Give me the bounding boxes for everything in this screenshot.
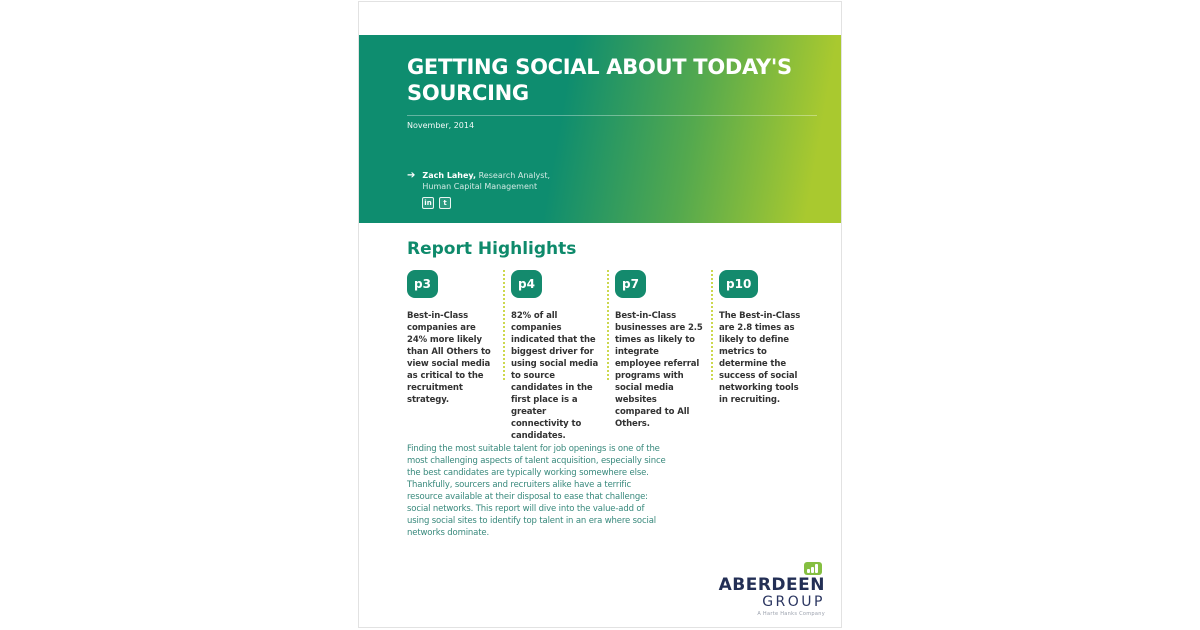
highlight-item [719, 270, 809, 442]
dotted-separator [601, 270, 615, 442]
title-divider [407, 115, 817, 116]
arrow-icon: ➔ [407, 170, 416, 181]
highlight-item [407, 270, 497, 442]
logo-name-top: ABERDEEN [718, 575, 825, 595]
highlight-text: The Best-in-Class are 2.8 times as likely to define metrics to determine the success of social networking tools in recruiting. [719, 311, 801, 405]
logo-name-bottom: GROUP [762, 594, 825, 610]
author-department: Human Capital Management [422, 182, 538, 191]
page-ref-badge: p3 [407, 270, 438, 298]
bar-chart-icon [804, 562, 822, 575]
header-band [359, 35, 841, 223]
page-ref-badge: p4 [511, 270, 542, 298]
author-block [407, 170, 815, 192]
author-role: Research Analyst, [476, 171, 551, 180]
highlights-heading: Report Highlights [407, 239, 577, 259]
highlight-item [615, 270, 705, 442]
social-links [422, 197, 815, 209]
linkedin-icon[interactable]: in [422, 197, 434, 209]
author-name: Zach Lahey, [422, 171, 477, 180]
highlight-item [511, 270, 601, 442]
aberdeen-group-logo [719, 558, 825, 617]
highlight-text: Best-in-Class companies are 24% more likely than All Others to view social media as critical to the recruitment strategy. [407, 311, 491, 405]
page-title: GETTING SOCIAL ABOUT TODAY'S SOURCING [407, 55, 792, 105]
publication-date: November, 2014 [407, 121, 475, 130]
report-cover-page [358, 1, 842, 628]
highlight-text: Best-in-Class businesses are 2.5 times as likely to integrate employee referral programs with social media websites compared to All Others. [615, 311, 703, 429]
intro-paragraph: Finding the most suitable talent for job openings is one of the most challenging aspects of talent acquisition, especially since the best candidates are typically working somewhere else. Thankfully, sourcers and recruiters alike have a terrific resource available at their disposal to ease that challenge: social networks. This report will dive into the value-add of using social sites to identify top talent in an era where social networks dominate. [407, 444, 666, 538]
highlights-row [407, 270, 809, 442]
page-ref-badge: p7 [615, 270, 646, 298]
dotted-separator [497, 270, 511, 442]
page-ref-badge: p10 [719, 270, 758, 298]
twitter-icon[interactable]: t [439, 197, 451, 209]
author-text [422, 170, 550, 192]
dotted-separator [705, 270, 719, 442]
highlight-text: 82% of all companies indicated that the biggest driver for using social media to source candidates in the first place is a greater connectivity to candidates. [511, 311, 599, 441]
logo-tagline: A Harte Hanks Company [757, 611, 825, 617]
